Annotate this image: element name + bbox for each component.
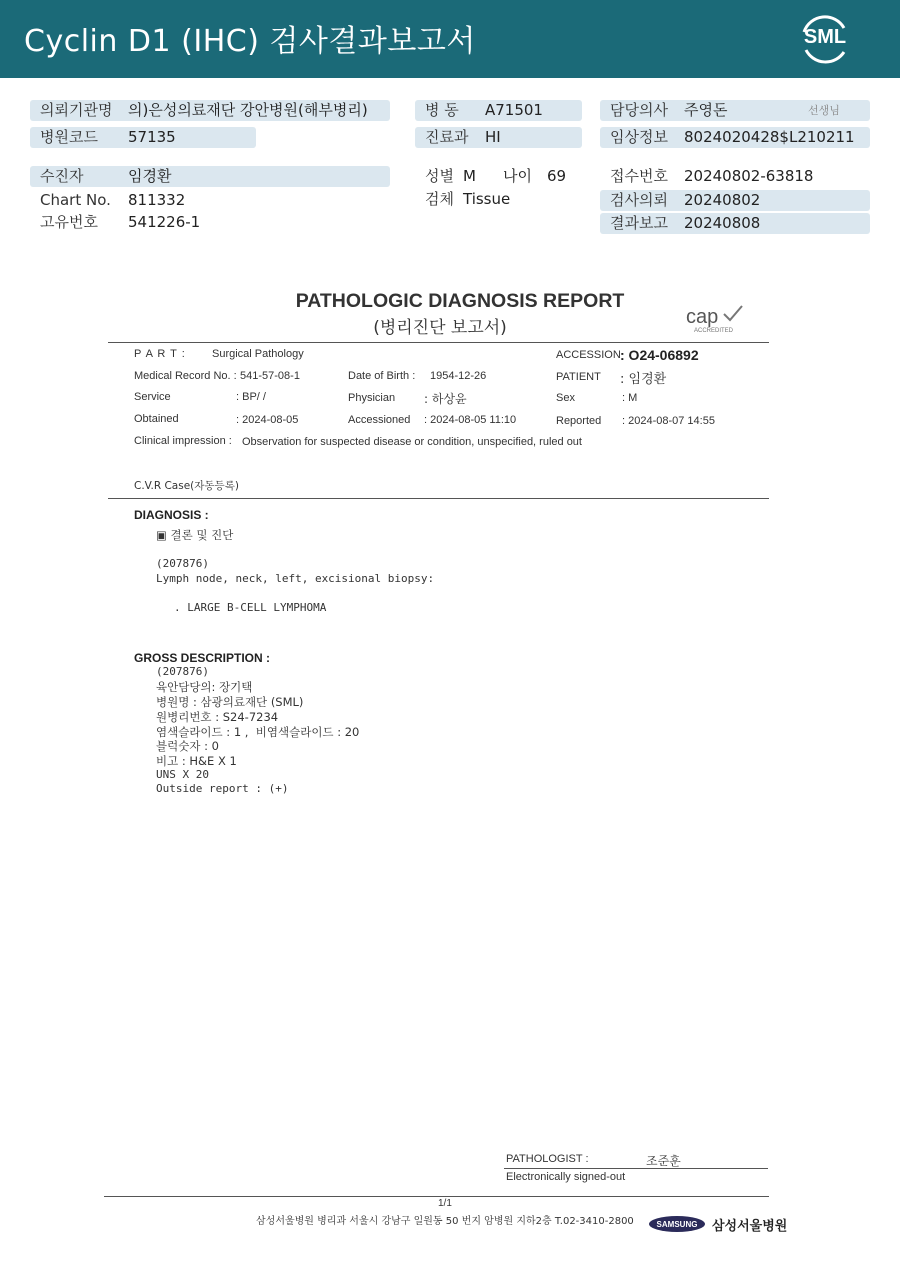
report-date-label: 결과보고 (610, 214, 668, 232)
doctor-field (600, 100, 870, 121)
gross-line: UNS X 20 (156, 768, 209, 781)
gross-line: 육안담당의: 장기택 (156, 680, 253, 694)
report-title: PATHOLOGIC DIAGNOSIS REPORT (295, 290, 625, 312)
samsung-logo-icon (648, 1215, 706, 1233)
ward-label: 병 동 (425, 101, 459, 119)
clinical-info-field (600, 127, 870, 148)
service-label: Service (134, 391, 171, 403)
receipt-value: 20240802-63818 (684, 167, 814, 185)
signature-rule (504, 1168, 768, 1169)
patient-field (30, 166, 390, 187)
gross-line: 원병리번호 : S24-7234 (156, 710, 279, 724)
diagnosis-subheading: ▣ 결론 및 진단 (156, 528, 234, 542)
reported-value: : 2024-08-07 14:55 (622, 415, 715, 427)
accessioned-label: Accessioned (348, 414, 411, 426)
requesting-org-field (30, 100, 390, 121)
physician-value: : 하상윤 (424, 392, 467, 406)
mrn-value: 541-57-08-1 (240, 370, 300, 382)
chart-label: Chart No. (40, 191, 111, 209)
dept-label: 진료과 (425, 128, 469, 146)
request-date-field (600, 190, 870, 211)
physician-label: Physician (348, 392, 396, 404)
patient-report-value: : 임경환 (620, 372, 667, 387)
patient-value: 임경환 (128, 167, 172, 185)
service-value: : BP/ / (236, 391, 266, 403)
hospital-code-value: 57135 (128, 128, 176, 146)
samsung-logo-text: SAMSUNG (656, 1220, 698, 1229)
report-mid-rule (108, 498, 769, 499)
obtained-label: Obtained (134, 413, 179, 425)
page-title: Cyclin D1 (IHC) 검사결과보고서 (24, 24, 476, 59)
doctor-value: 주영돈 (684, 101, 728, 119)
clinical-info-value: 8024020428$L210211 (684, 128, 855, 146)
dept-value: HI (485, 128, 501, 146)
request-date-label: 검사의뢰 (610, 191, 668, 209)
signed-out-text: Electronically signed-out (506, 1171, 626, 1183)
page-number: 1/1 (438, 1198, 452, 1209)
clinical-impression-value: Observation for suspected disease or condition, unspecified, ruled out (242, 436, 582, 448)
report-date-field (600, 213, 870, 234)
gross-line: (207876) (156, 665, 209, 678)
part-label: P A R T : (134, 348, 186, 360)
obtained-value: : 2024-08-05 (236, 414, 299, 426)
cap-logo-subtext: ACCREDITED (694, 328, 734, 334)
chart-field (30, 190, 390, 211)
unique-id-value: 541226-1 (128, 213, 201, 231)
diagnosis-code: (207876) (156, 557, 209, 570)
specimen-label: 검체 (425, 190, 454, 208)
sex-report-label: Sex (556, 392, 575, 404)
receipt-field (600, 166, 870, 187)
requesting-org-label: 의뢰기관명 (40, 101, 113, 119)
gross-line: 염색슬라이드 : 1 , 비염색슬라이드 : 20 (156, 725, 360, 739)
sex-label: 성별 (425, 167, 454, 185)
patient-label: 수진자 (40, 167, 84, 185)
footer-address: 삼성서울병원 병리과 서울시 강남구 일원동 50 번지 암병원 지하2층 T.02-3410-2800 (256, 1216, 634, 1227)
gross-description-heading: GROSS DESCRIPTION : (134, 651, 271, 665)
doctor-suffix: 선생님 (808, 104, 840, 117)
dob-value: 1954-12-26 (430, 370, 487, 382)
doctor-label: 담당의사 (610, 101, 668, 119)
cap-accredited-logo-icon (684, 304, 748, 334)
reported-label: Reported (556, 415, 602, 427)
diagnosis-result: . LARGE B-CELL LYMPHOMA (174, 601, 327, 614)
sex-report-value: : M (622, 392, 638, 404)
sml-logo-text: SML (803, 26, 847, 48)
cap-logo-text: cap (686, 306, 719, 328)
receipt-label: 접수번호 (610, 167, 668, 185)
accession-label: ACCESSION (556, 349, 621, 361)
dept-field (415, 127, 582, 148)
footer-rule (104, 1196, 769, 1197)
gross-line: Outside report : (+) (156, 782, 289, 795)
age-value: 69 (547, 167, 567, 185)
pathologist-value: 조준훈 (646, 1154, 681, 1168)
dob-label: Date of Birth : (348, 370, 416, 382)
accession-value: : O24-06892 (620, 347, 699, 363)
cvr-case-text: C.V.R Case(자동등록) (134, 480, 239, 492)
hospital-code-label: 병원코드 (40, 128, 98, 146)
sex-age-field (415, 166, 595, 187)
diagnosis-site: Lymph node, neck, left, excisional biopsy: (156, 572, 435, 585)
part-value: Surgical Pathology (212, 348, 304, 360)
diagnosis-heading: DIAGNOSIS : (134, 508, 209, 522)
gross-line: 블럭숫자 : 0 (156, 739, 219, 753)
specimen-value: Tissue (463, 190, 511, 208)
mrn-label: Medical Record No. : (134, 370, 237, 382)
requesting-org-value: 의)은성의료재단 강안병원(해부병리) (128, 101, 368, 119)
gross-line: 병원명 : 삼광의료재단 (SML) (156, 695, 304, 709)
clinical-info-label: 임상정보 (610, 128, 668, 146)
report-top-rule (108, 342, 769, 343)
report-subtitle: (병리진단 보고서) (373, 318, 507, 338)
report-header-bar (0, 0, 900, 78)
request-date-value: 20240802 (684, 191, 761, 209)
unique-id-label: 고유번호 (40, 213, 98, 231)
sex-value: M (463, 167, 476, 185)
pathologist-label: PATHOLOGIST : (506, 1153, 589, 1165)
age-label: 나이 (503, 167, 532, 185)
ward-field (415, 100, 582, 121)
specimen-field (415, 189, 595, 210)
ward-value: A71501 (485, 101, 543, 119)
hospital-code-field (30, 127, 256, 148)
unique-id-field (30, 212, 390, 233)
patient-report-label: PATIENT (556, 371, 601, 383)
report-date-value: 20240808 (684, 214, 761, 232)
hospital-name: 삼성서울병원 (712, 1219, 788, 1234)
gross-line: 비고 : H&E X 1 (156, 754, 237, 768)
accessioned-value: : 2024-08-05 11:10 (424, 414, 517, 426)
chart-value: 811332 (128, 191, 186, 209)
clinical-impression-label: Clinical impression : (134, 435, 232, 447)
